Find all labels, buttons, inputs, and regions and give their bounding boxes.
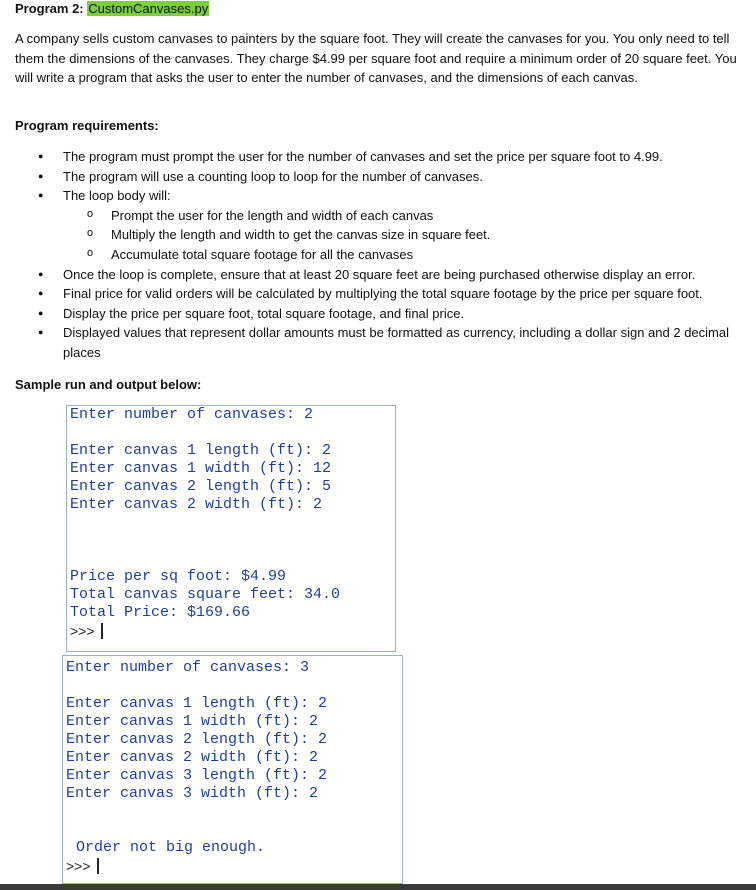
requirement-item: ● The program must prompt the user for the number of canvases and set the price per square foot to 4.99.: [0, 147, 756, 167]
text-cursor: [101, 623, 103, 639]
requirement-item: ● The program will use a counting loop to loop for the number of canvases.: [0, 167, 756, 187]
sub-requirement-item: o Accumulate total square footage for all the canvases: [0, 245, 756, 265]
sample-run-2-console: [62, 655, 403, 884]
sub-requirement-item: o Multiply the length and width to get the canvas size in square feet.: [0, 225, 756, 245]
requirement-item: ● Display the price per square foot, total square footage, and final price.: [0, 304, 756, 324]
requirements-list: [0, 147, 756, 363]
requirement-item: ● Final price for valid orders will be calculated by multiplying the total square footage by the price per square foot.: [0, 284, 756, 304]
console-line: Enter canvas 3 length (ft): 2: [66, 767, 328, 784]
console-line: Enter canvas 2 width (ft): 2: [70, 496, 323, 513]
console-line: Total Price: $169.66: [70, 604, 251, 621]
bottom-bar: [0, 884, 756, 890]
prompt-symbol: >>>: [70, 623, 95, 639]
console-line: Enter canvas 2 width (ft): 2: [66, 749, 319, 766]
console-line: Enter number of canvases: 3: [66, 659, 310, 676]
console-prompt[interactable]: [70, 622, 103, 642]
intro-paragraph: A company sells custom canvases to painters by the square foot. They will create the canvases for you. You only need to tell them the dimensions of the canvases. They charge $4.99 per square foot and require a minimum order of 20 square feet. You will write a program that asks the user to enter the number of canvases, and the dimensions of each canvas.: [15, 31, 737, 85]
sample-run-1-console: [66, 405, 396, 652]
console-line: Total canvas square feet: 34.0: [70, 586, 341, 603]
console-line: Enter canvas 1 length (ft): 2: [66, 695, 328, 712]
console-line: Enter canvas 1 width (ft): 12: [70, 460, 332, 477]
prompt-symbol: >>>: [66, 858, 91, 874]
console-line: Enter canvas 1 width (ft): 2: [66, 713, 319, 730]
console-line: Enter canvas 2 length (ft): 5: [70, 478, 332, 495]
console-prompt[interactable]: [66, 857, 99, 877]
program-title-prefix: Program 2:: [15, 1, 88, 16]
console-error-line: Order not big enough.: [76, 839, 266, 856]
sample-run-heading: Sample run and output below:: [15, 377, 202, 392]
requirement-item: ● The loop body will:: [0, 186, 756, 206]
console-line: Enter canvas 1 length (ft): 2: [70, 442, 332, 459]
requirements-heading: Program requirements:: [15, 118, 159, 133]
console-line: Enter number of canvases: 2: [70, 406, 314, 423]
console-line: Enter canvas 2 length (ft): 2: [66, 731, 328, 748]
program-title: [15, 0, 209, 17]
sub-requirement-item: o Prompt the user for the length and width of each canvas: [0, 206, 756, 226]
text-cursor: [97, 858, 99, 874]
console-line: Enter canvas 3 width (ft): 2: [66, 785, 319, 802]
console-line: Price per sq foot: $4.99: [70, 568, 287, 585]
program-filename: CustomCanvases.py: [88, 1, 209, 16]
requirement-item: ● Displayed values that represent dollar amounts must be formatted as currency, including a dollar sign and 2 decimal places: [0, 323, 756, 362]
requirement-item: ● Once the loop is complete, ensure that at least 20 square feet are being purchased otherwise display an error.: [0, 265, 756, 285]
